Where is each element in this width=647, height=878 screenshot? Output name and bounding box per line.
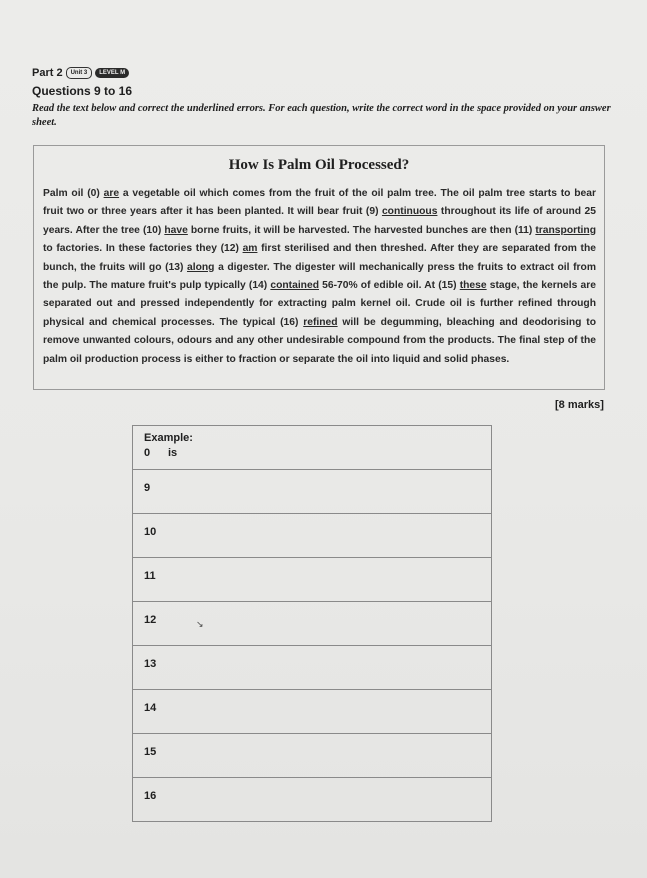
passage-segment: Palm oil (0) bbox=[43, 188, 104, 199]
underlined-error: refined bbox=[303, 316, 338, 328]
answer-table bbox=[132, 425, 492, 822]
passage-segment: to factories. In these factories they (12) bbox=[43, 243, 243, 255]
answer-row[interactable] bbox=[133, 602, 491, 646]
passage-segment: 56-70% of edible oil. At (15) bbox=[319, 280, 460, 292]
underlined-error: contained bbox=[270, 280, 319, 292]
question-number: 11 bbox=[144, 570, 156, 582]
level-badge bbox=[95, 68, 129, 78]
answer-row[interactable] bbox=[133, 690, 491, 734]
example-row bbox=[133, 426, 491, 470]
level-value: M bbox=[118, 70, 126, 76]
passage-segment: will be degumming, bleaching and deodorising to remove unwanted colours, odours and any other undesirable compound from the products. The final step of the palm oil production process is either to fraction or separate the oil into liquid and solid phases. bbox=[43, 316, 596, 365]
passage-segment: a vegetable oil which comes from the fruit of the oil palm tree. The oil palm tree starts to bear fruit two or three years after it has been planted. It will bear fruit (9) bbox=[43, 188, 597, 218]
passage-segment: a digester. The digester will mechanically press the fruits to extract oil from the pulp. The mature fruit's pulp typically (14) bbox=[43, 261, 596, 292]
underlined-error: along bbox=[187, 261, 215, 273]
question-number: 15 bbox=[144, 746, 157, 758]
question-number: 16 bbox=[144, 790, 157, 802]
underlined-error: have bbox=[164, 224, 188, 236]
passage-segment: borne fruits, it will be harvested. The harvested bunches are then (11) bbox=[187, 224, 536, 236]
level-label: LEVEL bbox=[99, 70, 119, 76]
underlined-error: are bbox=[103, 188, 120, 199]
passage-box bbox=[33, 145, 605, 390]
question-number: 10 bbox=[144, 526, 157, 538]
question-number: 13 bbox=[144, 658, 157, 670]
underlined-error: continuous bbox=[381, 206, 438, 218]
example-label: Example: bbox=[144, 432, 193, 444]
passage-segment: stage, the kernels are separated out and pressed independently for extracting palm kernel oil. Crude oil is further refined through physical and chemical processes. The typical (16) bbox=[43, 280, 596, 328]
example-number: 0 bbox=[144, 447, 151, 459]
underlined-error: am bbox=[242, 243, 258, 255]
instructions: Read the text below and correct the underlined errors. For each question, write the correct word in the space provided on your answer sheet. bbox=[32, 103, 611, 128]
passage-text bbox=[43, 185, 596, 369]
question-number: 9 bbox=[144, 482, 151, 494]
marks-label: [8 marks] bbox=[555, 399, 604, 411]
passage-segment: throughout its life of around 25 years. After the tree (10) bbox=[43, 206, 596, 236]
underlined-error: transporting bbox=[535, 224, 596, 236]
pen-mark-icon: ↘ bbox=[196, 619, 204, 629]
answer-row[interactable] bbox=[133, 778, 491, 822]
question-number: 12 bbox=[144, 614, 157, 626]
passage-title: How Is Palm Oil Processed? bbox=[228, 157, 410, 173]
answer-row[interactable] bbox=[133, 734, 491, 778]
underlined-error: these bbox=[459, 280, 487, 292]
example-answer: is bbox=[168, 447, 178, 459]
part-label: Part 2 bbox=[32, 67, 63, 79]
answer-row[interactable] bbox=[133, 470, 491, 514]
part-header bbox=[32, 67, 129, 79]
passage-segment: first sterilised and then threshed. After they are separated from the bunch, the fruits will go (13) bbox=[43, 243, 596, 273]
answer-row[interactable] bbox=[133, 646, 491, 690]
unit-badge: Unit 3 bbox=[66, 67, 93, 79]
answer-row[interactable] bbox=[133, 558, 491, 602]
answer-row[interactable] bbox=[133, 514, 491, 558]
questions-range: Questions 9 to 16 bbox=[32, 84, 133, 98]
question-number: 14 bbox=[144, 702, 157, 714]
